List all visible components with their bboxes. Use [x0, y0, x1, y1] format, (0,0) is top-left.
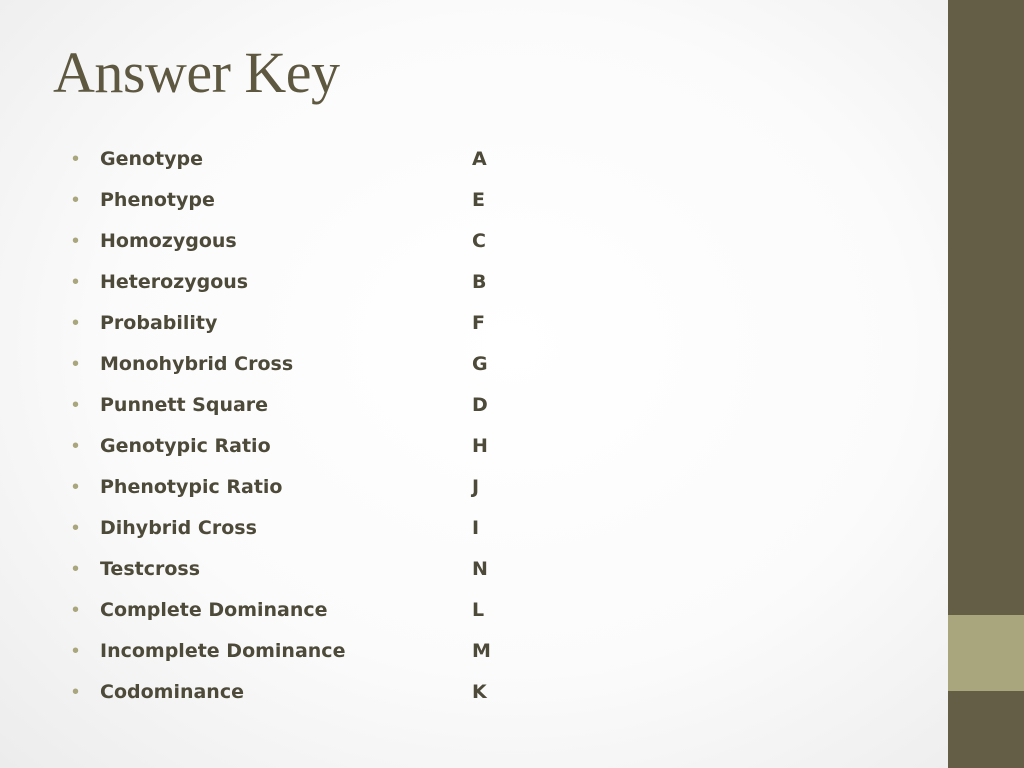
- list-item: [72, 139, 592, 180]
- bullet-icon: •: [72, 230, 80, 252]
- term-label: Incomplete Dominance: [100, 640, 346, 662]
- list-item: [72, 426, 592, 467]
- term-label: Phenotypic Ratio: [100, 476, 283, 498]
- answer-letter: F: [472, 312, 485, 334]
- term-label: Testcross: [100, 558, 201, 580]
- list-item: [72, 344, 592, 385]
- answer-letter: D: [472, 394, 488, 416]
- bullet-icon: •: [72, 394, 80, 416]
- list-item: [72, 508, 592, 549]
- bullet-icon: •: [72, 312, 80, 334]
- term-label: Monohybrid Cross: [100, 353, 294, 375]
- bullet-icon: •: [72, 189, 80, 211]
- answer-letter: B: [472, 271, 487, 293]
- answer-letter: C: [472, 230, 486, 252]
- answer-letter: N: [472, 558, 488, 580]
- bullet-icon: •: [72, 148, 80, 170]
- answer-letter: G: [472, 353, 488, 375]
- list-item: [72, 672, 592, 713]
- term-label: Homozygous: [100, 230, 237, 252]
- list-item: [72, 631, 592, 672]
- answer-letter: M: [472, 640, 491, 662]
- answer-letter: A: [472, 148, 487, 170]
- bullet-icon: •: [72, 476, 80, 498]
- term-label: Codominance: [100, 681, 244, 703]
- term-label: Probability: [100, 312, 218, 334]
- term-label: Complete Dominance: [100, 599, 328, 621]
- term-label: Dihybrid Cross: [100, 517, 257, 539]
- bullet-icon: •: [72, 681, 80, 703]
- side-accent-block: [948, 615, 1024, 691]
- answer-letter: I: [472, 517, 480, 539]
- answer-letter: L: [472, 599, 485, 621]
- bullet-icon: •: [72, 271, 80, 293]
- bullet-icon: •: [72, 435, 80, 457]
- answer-key-list: [72, 139, 592, 713]
- list-item: [72, 180, 592, 221]
- term-label: Genotypic Ratio: [100, 435, 271, 457]
- bullet-icon: •: [72, 640, 80, 662]
- list-item: [72, 303, 592, 344]
- term-label: Genotype: [100, 148, 204, 170]
- bullet-icon: •: [72, 558, 80, 580]
- list-item: [72, 549, 592, 590]
- answer-letter: K: [472, 681, 487, 703]
- list-item: [72, 221, 592, 262]
- answer-letter: E: [472, 189, 485, 211]
- list-item: [72, 590, 592, 631]
- slide-title: Answer Key: [53, 40, 340, 105]
- bullet-icon: •: [72, 599, 80, 621]
- term-label: Phenotype: [100, 189, 215, 211]
- answer-letter: J: [472, 476, 480, 498]
- answer-letter: H: [472, 435, 488, 457]
- list-item: [72, 467, 592, 508]
- term-label: Punnett Square: [100, 394, 269, 416]
- bullet-icon: •: [72, 353, 80, 375]
- list-item: [72, 262, 592, 303]
- term-label: Heterozygous: [100, 271, 249, 293]
- list-item: [72, 385, 592, 426]
- bullet-icon: •: [72, 517, 80, 539]
